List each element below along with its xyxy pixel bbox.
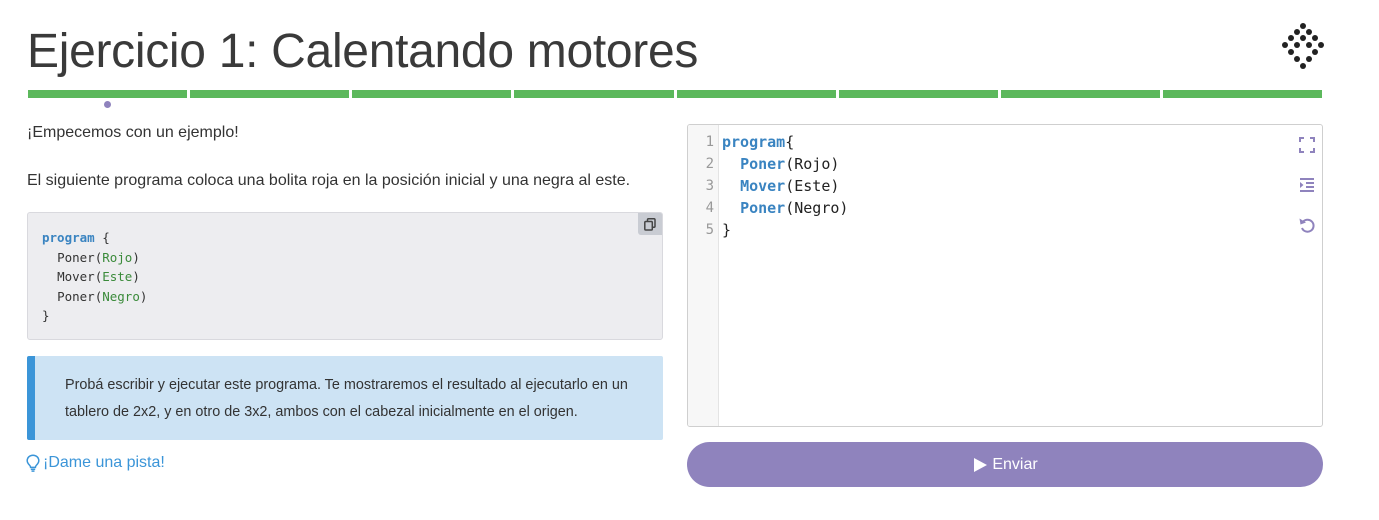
- progress-segment[interactable]: [190, 90, 349, 98]
- copy-icon: [644, 218, 656, 231]
- indent-format-icon[interactable]: [1298, 176, 1316, 194]
- callout-text: Probá escribir y ejecutar este programa. Te mostraremos el resultado al ejecutarlo en un tablero de 2x2, y en otro de 3x2, ambos con el cabezal inicialmente en el origen.: [65, 377, 628, 420]
- intro-text: ¡Empecemos con un ejemplo!: [27, 124, 239, 141]
- progress-segment[interactable]: [514, 90, 673, 98]
- progress-segment[interactable]: [28, 90, 187, 98]
- line-number-gutter: 1 2 3 4 5: [688, 125, 719, 426]
- editor-line: }: [722, 221, 732, 239]
- code-editor[interactable]: [687, 124, 1323, 427]
- editor-line: Poner(Rojo): [740, 155, 840, 173]
- description-text: El siguiente programa coloca una bolita roja en la posición inicial y una negra al este.: [27, 172, 631, 189]
- code-keyword: program: [42, 230, 95, 245]
- logo-icon: [1281, 22, 1325, 72]
- page-title: Ejercicio 1: Calentando motores: [27, 25, 699, 78]
- progress-segment[interactable]: [677, 90, 836, 98]
- info-callout: [27, 356, 663, 440]
- progress-segment[interactable]: [1163, 90, 1322, 98]
- lightbulb-icon: [26, 454, 40, 472]
- hint-label: ¡Dame una pista!: [43, 454, 165, 471]
- example-code-block: program { Poner(Rojo) Mover(Este) Poner(Negro) }: [27, 212, 663, 340]
- progress-segment[interactable]: [839, 90, 998, 98]
- copy-code-button[interactable]: [638, 213, 662, 235]
- progress-segment[interactable]: [1001, 90, 1160, 98]
- editor-line: Poner(Negro): [740, 199, 849, 217]
- submit-label: Enviar: [992, 455, 1038, 473]
- exercise-progress-bar: [28, 90, 1322, 98]
- progress-segment[interactable]: [352, 90, 511, 98]
- play-icon: [972, 457, 988, 473]
- editor-text-area[interactable]: [722, 131, 848, 241]
- editor-line: program{: [722, 133, 795, 151]
- fullscreen-icon[interactable]: [1298, 136, 1316, 154]
- submit-button[interactable]: [687, 442, 1323, 487]
- hint-link[interactable]: [26, 454, 165, 472]
- current-exercise-marker: [104, 101, 111, 108]
- reset-icon[interactable]: [1298, 216, 1316, 234]
- editor-line: Mover(Este): [740, 177, 840, 195]
